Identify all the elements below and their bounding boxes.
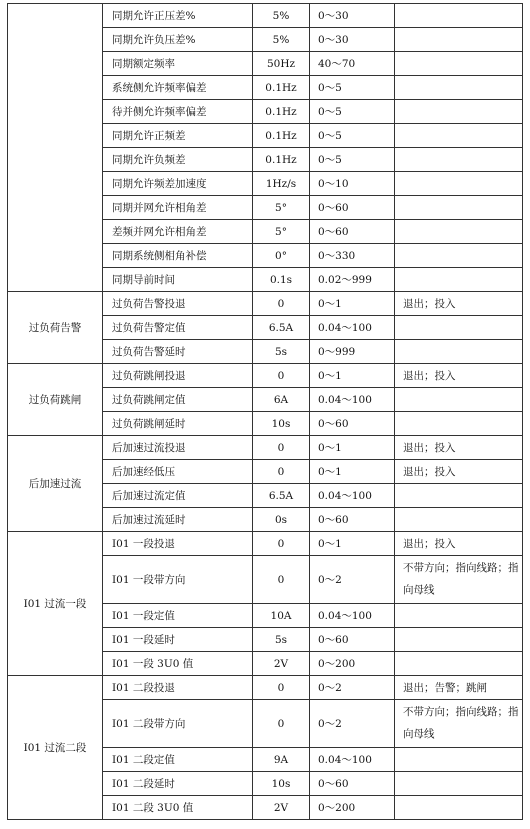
setting-name-cell: 后加速过流定值 (103, 484, 253, 508)
setting-name-cell: 过负荷告警投退 (103, 292, 253, 316)
setting-range-cell: 0～330 (310, 244, 395, 268)
table-row (8, 364, 523, 388)
setting-note-cell (395, 148, 523, 172)
setting-name-cell: I01 一段定值 (103, 604, 253, 628)
setting-range-cell: 0～200 (310, 796, 395, 820)
setting-value-cell: 0 (253, 292, 310, 316)
setting-value-cell: 0 (253, 676, 310, 700)
setting-value-cell: 5° (253, 196, 310, 220)
setting-name-cell: 同期允许负压差% (103, 28, 253, 52)
setting-note-cell (395, 316, 523, 340)
table-row (8, 436, 523, 460)
setting-name-cell: I01 二段 3U0 值 (103, 796, 253, 820)
setting-note-cell (395, 508, 523, 532)
setting-value-cell: 5° (253, 220, 310, 244)
setting-note-cell (395, 652, 523, 676)
setting-range-cell: 0～60 (310, 412, 395, 436)
group-name-cell: I01 过流一段 (8, 532, 103, 676)
setting-note-cell (395, 28, 523, 52)
setting-value-cell: 0 (253, 700, 310, 748)
setting-name-cell: 同期允许正压差% (103, 4, 253, 28)
group-name-cell: 过负荷告警 (8, 292, 103, 364)
setting-value-cell: 9A (253, 748, 310, 772)
setting-name-cell: I01 一段延时 (103, 628, 253, 652)
setting-note-cell: 退出；投入 (395, 532, 523, 556)
setting-range-cell: 0～60 (310, 628, 395, 652)
setting-range-cell: 0～1 (310, 292, 395, 316)
setting-value-cell: 6.5A (253, 316, 310, 340)
setting-value-cell: 2V (253, 652, 310, 676)
setting-note-cell (395, 52, 523, 76)
setting-value-cell: 10s (253, 772, 310, 796)
setting-name-cell: I01 一段投退 (103, 532, 253, 556)
setting-value-cell: 0.1s (253, 268, 310, 292)
setting-name-cell: 同期导前时间 (103, 268, 253, 292)
setting-note-cell (395, 340, 523, 364)
setting-name-cell: I01 二段带方向 (103, 700, 253, 748)
setting-name-cell: 过负荷跳闸投退 (103, 364, 253, 388)
setting-range-cell: 0～1 (310, 364, 395, 388)
setting-note-cell (395, 628, 523, 652)
setting-range-cell: 0～60 (310, 220, 395, 244)
setting-value-cell: 6A (253, 388, 310, 412)
setting-note-cell (395, 412, 523, 436)
setting-range-cell: 0～2 (310, 556, 395, 604)
table-row (8, 4, 523, 28)
setting-note-cell (395, 388, 523, 412)
setting-value-cell: 0 (253, 556, 310, 604)
setting-value-cell: 0.1Hz (253, 148, 310, 172)
setting-range-cell: 0.04～100 (310, 604, 395, 628)
setting-name-cell: I01 一段带方向 (103, 556, 253, 604)
setting-range-cell: 0.04～100 (310, 316, 395, 340)
setting-name-cell: 同期允许负频差 (103, 148, 253, 172)
group-name-cell: 后加速过流 (8, 436, 103, 532)
setting-value-cell: 0.1Hz (253, 124, 310, 148)
setting-value-cell: 0.1Hz (253, 100, 310, 124)
setting-note-cell (395, 796, 523, 820)
setting-value-cell: 0.1Hz (253, 76, 310, 100)
table-row (8, 292, 523, 316)
table-row (8, 676, 523, 700)
setting-name-cell: 过负荷告警延时 (103, 340, 253, 364)
setting-note-cell (395, 244, 523, 268)
setting-range-cell: 0～1 (310, 532, 395, 556)
setting-note-cell: 不带方向；指向线路；指向母线 (395, 556, 523, 604)
settings-table (7, 3, 523, 820)
group-name-cell (8, 4, 103, 292)
setting-name-cell: 同期允许频差加速度 (103, 172, 253, 196)
setting-note-cell: 退出；投入 (395, 364, 523, 388)
setting-range-cell: 0～10 (310, 172, 395, 196)
setting-name-cell: I01 二段定值 (103, 748, 253, 772)
setting-note-cell (395, 604, 523, 628)
setting-value-cell: 10A (253, 604, 310, 628)
setting-note-cell: 退出；投入 (395, 436, 523, 460)
setting-value-cell: 0 (253, 532, 310, 556)
setting-name-cell: 待并侧允许频率偏差 (103, 100, 253, 124)
setting-note-cell (395, 4, 523, 28)
setting-value-cell: 5s (253, 628, 310, 652)
setting-name-cell: 过负荷告警定值 (103, 316, 253, 340)
setting-range-cell: 0.04～100 (310, 748, 395, 772)
setting-name-cell: 系统侧允许频率偏差 (103, 76, 253, 100)
setting-note-cell (395, 196, 523, 220)
setting-name-cell: I01 二段投退 (103, 676, 253, 700)
setting-range-cell: 0～5 (310, 124, 395, 148)
setting-range-cell: 0～1 (310, 460, 395, 484)
setting-range-cell: 0～2 (310, 676, 395, 700)
setting-value-cell: 2V (253, 796, 310, 820)
setting-value-cell: 5% (253, 28, 310, 52)
setting-range-cell: 0～30 (310, 4, 395, 28)
setting-range-cell: 0～5 (310, 100, 395, 124)
setting-name-cell: 过负荷跳闸延时 (103, 412, 253, 436)
setting-range-cell: 0～60 (310, 508, 395, 532)
setting-note-cell (395, 76, 523, 100)
setting-note-cell (395, 220, 523, 244)
setting-value-cell: 10s (253, 412, 310, 436)
group-name-cell: I01 过流二段 (8, 676, 103, 820)
setting-value-cell: 5% (253, 4, 310, 28)
setting-value-cell: 0s (253, 508, 310, 532)
setting-range-cell: 0～5 (310, 76, 395, 100)
setting-name-cell: 同期系统侧相角补偿 (103, 244, 253, 268)
setting-value-cell: 1Hz/s (253, 172, 310, 196)
setting-note-cell: 退出；投入 (395, 460, 523, 484)
setting-name-cell: 后加速过流延时 (103, 508, 253, 532)
setting-range-cell: 0～200 (310, 652, 395, 676)
setting-name-cell: 同期允许正频差 (103, 124, 253, 148)
setting-range-cell: 0～5 (310, 148, 395, 172)
setting-note-cell: 退出；告警；跳闸 (395, 676, 523, 700)
setting-range-cell: 0.04～100 (310, 484, 395, 508)
setting-range-cell: 0.02～999 (310, 268, 395, 292)
setting-note-cell (395, 100, 523, 124)
setting-note-cell: 不带方向；指向线路；指向母线 (395, 700, 523, 748)
setting-note-cell (395, 172, 523, 196)
setting-value-cell: 0° (253, 244, 310, 268)
setting-range-cell: 0～2 (310, 700, 395, 748)
setting-value-cell: 5s (253, 340, 310, 364)
setting-note-cell (395, 124, 523, 148)
setting-range-cell: 0～30 (310, 28, 395, 52)
setting-name-cell: 同期额定频率 (103, 52, 253, 76)
setting-name-cell: I01 二段延时 (103, 772, 253, 796)
setting-name-cell: 过负荷跳闸定值 (103, 388, 253, 412)
setting-range-cell: 0～999 (310, 340, 395, 364)
setting-value-cell: 50Hz (253, 52, 310, 76)
setting-note-cell (395, 484, 523, 508)
setting-name-cell: 后加速经低压 (103, 460, 253, 484)
setting-range-cell: 0～1 (310, 436, 395, 460)
group-name-cell: 过负荷跳闸 (8, 364, 103, 436)
setting-name-cell: 同期并网允许相角差 (103, 196, 253, 220)
setting-note-cell (395, 772, 523, 796)
setting-name-cell: I01 一段 3U0 值 (103, 652, 253, 676)
setting-note-cell (395, 748, 523, 772)
setting-range-cell: 0～60 (310, 196, 395, 220)
setting-name-cell: 后加速过流投退 (103, 436, 253, 460)
setting-value-cell: 0 (253, 460, 310, 484)
setting-range-cell: 40～70 (310, 52, 395, 76)
setting-value-cell: 0 (253, 364, 310, 388)
setting-value-cell: 6.5A (253, 484, 310, 508)
setting-note-cell: 退出；投入 (395, 292, 523, 316)
settings-table-body (8, 4, 523, 820)
setting-range-cell: 0.04～100 (310, 388, 395, 412)
setting-name-cell: 差频并网允许相角差 (103, 220, 253, 244)
table-row (8, 532, 523, 556)
setting-range-cell: 0～60 (310, 772, 395, 796)
setting-value-cell: 0 (253, 436, 310, 460)
setting-note-cell (395, 268, 523, 292)
